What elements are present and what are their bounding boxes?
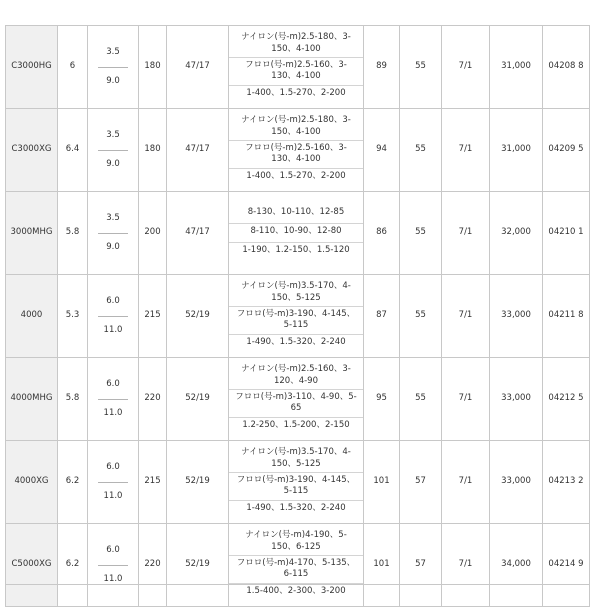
price-cell: 33,000 — [490, 441, 543, 524]
drag-stack — [88, 371, 138, 427]
retrieve-cell: 47/17 — [167, 192, 229, 275]
drag-cell — [88, 192, 139, 275]
line-capacity-nylon: ナイロン(号-m)3.5-170、4-150、5-125 — [229, 279, 363, 307]
drag-cell — [88, 441, 139, 524]
knob-cell: 55 — [400, 358, 442, 441]
model-cell: 4000XG — [6, 441, 58, 524]
bearings-cell: 7/1 — [442, 192, 490, 275]
bearings-cell: 7/1 — [442, 524, 490, 607]
retrieve-cell: 47/17 — [167, 26, 229, 109]
table-row — [6, 524, 590, 607]
retrieve-cell: 52/19 — [167, 358, 229, 441]
line-capacity-cell — [229, 192, 364, 275]
drag-stack — [88, 288, 138, 344]
bearings-cell: 7/1 — [442, 441, 490, 524]
retrieve-cell: 52/19 — [167, 524, 229, 607]
product-code-cell: 04210 1 — [543, 192, 590, 275]
handle-length-cell: 86 — [364, 192, 400, 275]
knob-cell: 55 — [400, 275, 442, 358]
drag-bottom-value: 9.0 — [106, 241, 120, 252]
line-capacity-nylon: ナイロン(号-m)2.5-180、3-150、4-100 — [229, 113, 363, 141]
handle-length-cell: 101 — [364, 524, 400, 607]
drag-cell — [88, 26, 139, 109]
product-code-cell: 04211 8 — [543, 275, 590, 358]
line-capacity-fluoro: フロロ(号-m)4-170、5-135、6-115 — [229, 556, 363, 584]
knob-cell: 57 — [400, 441, 442, 524]
drag-top-value: 3.5 — [98, 205, 128, 233]
drag-top-value: 6.0 — [98, 537, 128, 565]
gear-ratio-cell: 6 — [58, 26, 88, 109]
handle-length-cell: 94 — [364, 109, 400, 192]
product-code-cell: 04209 5 — [543, 109, 590, 192]
knob-cell: 57 — [400, 524, 442, 607]
table-row — [6, 358, 590, 441]
drag-stack — [88, 205, 138, 261]
table-bottom-rule — [5, 584, 589, 585]
bearings-cell: 7/1 — [442, 26, 490, 109]
price-cell: 32,000 — [490, 192, 543, 275]
weight-cell: 180 — [139, 26, 167, 109]
drag-bottom-value: 9.0 — [106, 75, 120, 86]
gear-ratio-cell: 6.2 — [58, 441, 88, 524]
line-capacity-fluoro: フロロ(号-m)3-110、4-90、5-65 — [229, 390, 363, 418]
line-capacity-cell — [229, 275, 364, 358]
weight-cell: 220 — [139, 524, 167, 607]
handle-length-cell: 95 — [364, 358, 400, 441]
price-cell: 31,000 — [490, 26, 543, 109]
gear-ratio-cell: 5.3 — [58, 275, 88, 358]
drag-bottom-value: 11.0 — [103, 407, 123, 418]
table-row — [6, 441, 590, 524]
table-row — [6, 109, 590, 192]
line-capacity-fluoro: フロロ(号-m)2.5-160、3-130、4-100 — [229, 141, 363, 169]
line-capacity-fluoro: フロロ(号-m)2.5-160、3-130、4-100 — [229, 58, 363, 86]
line-capacity-pe: 1-490、1.5-320、2-240 — [246, 336, 346, 347]
spec-table-body — [6, 26, 590, 607]
gear-ratio-cell: 6.2 — [58, 524, 88, 607]
model-cell: C3000XG — [6, 109, 58, 192]
price-cell: 33,000 — [490, 358, 543, 441]
price-cell: 34,000 — [490, 524, 543, 607]
line-capacity-cell — [229, 441, 364, 524]
line-capacity-nylon: ナイロン(号-m)4-190、5-150、6-125 — [229, 528, 363, 556]
weight-cell: 180 — [139, 109, 167, 192]
drag-cell — [88, 358, 139, 441]
retrieve-cell: 52/19 — [167, 441, 229, 524]
drag-top-value: 3.5 — [98, 122, 128, 150]
handle-length-cell: 101 — [364, 441, 400, 524]
spec-table — [5, 25, 590, 607]
model-cell: C5000XG — [6, 524, 58, 607]
bearings-cell: 7/1 — [442, 109, 490, 192]
product-code-cell: 04213 2 — [543, 441, 590, 524]
price-cell: 31,000 — [490, 109, 543, 192]
knob-cell: 55 — [400, 192, 442, 275]
line-capacity-nylon: 8-130、10-110、12-85 — [229, 205, 363, 224]
drag-top-value: 3.5 — [98, 39, 128, 67]
line-capacity-cell — [229, 26, 364, 109]
model-cell: 4000 — [6, 275, 58, 358]
bearings-cell: 7/1 — [442, 275, 490, 358]
model-cell: 3000MHG — [6, 192, 58, 275]
handle-length-cell: 87 — [364, 275, 400, 358]
drag-stack — [88, 122, 138, 178]
drag-stack — [88, 454, 138, 510]
line-capacity-nylon: ナイロン(号-m)3.5-170、4-150、5-125 — [229, 445, 363, 473]
drag-cell — [88, 524, 139, 607]
line-capacity-pe: 1-490、1.5-320、2-240 — [246, 502, 346, 513]
line-capacity-nylon: ナイロン(号-m)2.5-180、3-150、4-100 — [229, 30, 363, 58]
drag-bottom-value: 11.0 — [103, 573, 123, 584]
model-cell: C3000HG — [6, 26, 58, 109]
gear-ratio-cell: 5.8 — [58, 358, 88, 441]
weight-cell: 200 — [139, 192, 167, 275]
weight-cell: 215 — [139, 441, 167, 524]
drag-cell — [88, 275, 139, 358]
line-capacity-fluoro: フロロ(号-m)3-190、4-145、5-115 — [229, 473, 363, 501]
product-code-cell: 04212 5 — [543, 358, 590, 441]
drag-bottom-value: 11.0 — [103, 490, 123, 501]
weight-cell: 220 — [139, 358, 167, 441]
drag-cell — [88, 109, 139, 192]
price-cell: 33,000 — [490, 275, 543, 358]
line-capacity-fluoro: 8-110、10-90、12-80 — [229, 224, 363, 243]
drag-bottom-value: 11.0 — [103, 324, 123, 335]
line-capacity-pe: 1-400、1.5-270、2-200 — [246, 87, 346, 98]
line-capacity-cell — [229, 358, 364, 441]
drag-top-value: 6.0 — [98, 371, 128, 399]
drag-top-value: 6.0 — [98, 454, 128, 482]
weight-cell: 215 — [139, 275, 167, 358]
handle-length-cell: 89 — [364, 26, 400, 109]
drag-top-value: 6.0 — [98, 288, 128, 316]
knob-cell: 55 — [400, 26, 442, 109]
model-cell: 4000MHG — [6, 358, 58, 441]
knob-cell: 55 — [400, 109, 442, 192]
line-capacity-nylon: ナイロン(号-m)2.5-160、3-120、4-90 — [229, 362, 363, 390]
bearings-cell: 7/1 — [442, 358, 490, 441]
drag-stack — [88, 39, 138, 95]
gear-ratio-cell: 6.4 — [58, 109, 88, 192]
table-row — [6, 275, 590, 358]
drag-bottom-value: 9.0 — [106, 158, 120, 169]
line-capacity-cell — [229, 109, 364, 192]
gear-ratio-cell: 5.8 — [58, 192, 88, 275]
table-row — [6, 192, 590, 275]
table-row — [6, 26, 590, 109]
line-capacity-pe: 1.5-400、2-300、3-200 — [246, 585, 346, 596]
line-capacity-pe: 1.2-250、1.5-200、2-150 — [242, 419, 350, 430]
line-capacity-fluoro: フロロ(号-m)3-190、4-145、5-115 — [229, 307, 363, 335]
retrieve-cell: 47/17 — [167, 109, 229, 192]
retrieve-cell: 52/19 — [167, 275, 229, 358]
line-capacity-pe: 1-190、1.2-150、1.5-120 — [242, 245, 350, 255]
product-code-cell: 04208 8 — [543, 26, 590, 109]
line-capacity-cell — [229, 524, 364, 607]
line-capacity-pe: 1-400、1.5-270、2-200 — [246, 170, 346, 181]
product-code-cell: 04214 9 — [543, 524, 590, 607]
